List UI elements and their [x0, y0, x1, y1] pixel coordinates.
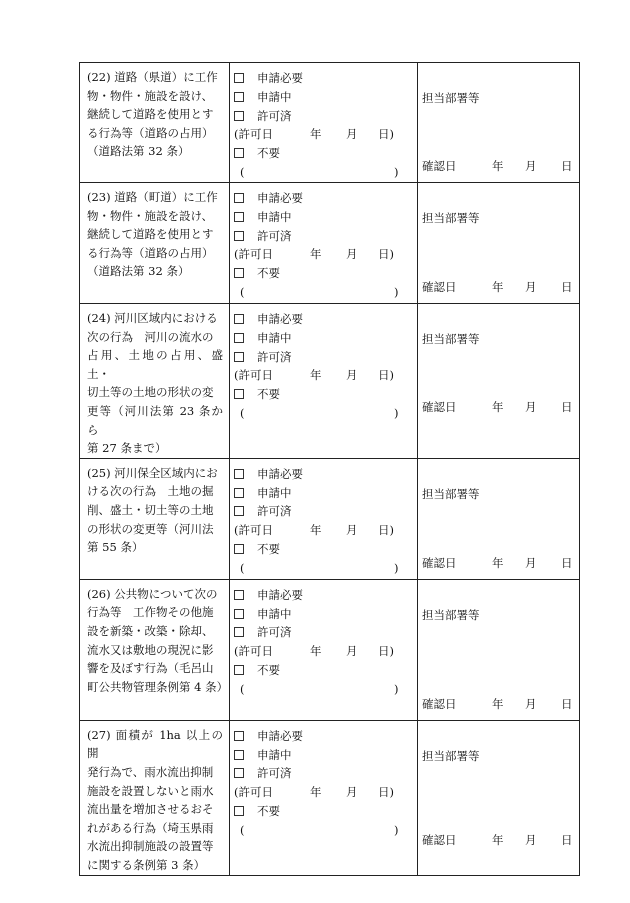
law-text-line: 次の行為 河川の流水の: [87, 329, 214, 344]
status-cell: [230, 458, 418, 579]
checkbox-icon[interactable]: [234, 73, 244, 83]
law-text-line: に関する条例第 3 条）: [87, 857, 206, 872]
checkbox-icon[interactable]: [234, 544, 244, 554]
law-text-line: 流水又は敷地の現況に影: [87, 642, 214, 657]
law-text-line: 継続して道路を使用とす: [87, 227, 214, 242]
note-field[interactable]: ( ): [240, 822, 399, 837]
option-applying[interactable]: 申請中: [234, 605, 417, 624]
option-apply-needed[interactable]: 申請必要: [234, 189, 417, 208]
checkbox-icon[interactable]: [234, 389, 244, 399]
law-text-line: (27) 面積が 1ha 以上の開: [87, 727, 223, 761]
confirm-date: 確認日 年 月 日: [422, 696, 573, 711]
option-approved[interactable]: 許可済: [234, 227, 417, 246]
permit-table: [79, 62, 580, 876]
checkbox-icon[interactable]: [234, 193, 244, 203]
law-text-line: (24) 河川区域内における: [87, 311, 218, 325]
law-text-line: 響を及ぼす行為（毛呂山: [87, 661, 214, 676]
law-text-line: の形状の変更等（河川法: [87, 521, 214, 536]
law-text-line: (23) 道路（町道）に工作: [87, 190, 218, 204]
option-apply-needed[interactable]: 申請必要: [234, 586, 417, 605]
law-text-line: 削、盛土・切土等の土地: [87, 502, 214, 517]
option-not-needed[interactable]: 不要: [234, 264, 417, 283]
option-applying[interactable]: 申請中: [234, 746, 417, 765]
note-field[interactable]: ( ): [240, 681, 399, 696]
checkbox-icon[interactable]: [234, 352, 244, 362]
law-cell: [80, 183, 230, 304]
option-applying[interactable]: 申請中: [234, 484, 417, 503]
status-cell: [230, 720, 418, 875]
option-not-needed[interactable]: 不要: [234, 661, 417, 680]
law-text-line: 水流出抑制施設の設置等: [87, 839, 214, 854]
law-text-line: 行為等 工作物その他施: [87, 605, 214, 620]
law-text-line: 更等（河川法第 23 条から: [87, 403, 223, 437]
law-text-line: 切土等の土地の形状の変: [87, 385, 214, 400]
status-cell: [230, 579, 418, 720]
table-row: [80, 579, 580, 720]
option-apply-needed[interactable]: 申請必要: [234, 465, 417, 484]
law-text-line: 物・物件・施設を設け、: [87, 208, 214, 223]
law-text-line: (25) 河川保全区域内にお: [87, 465, 218, 480]
option-approved[interactable]: 許可済: [234, 348, 417, 367]
option-apply-needed[interactable]: 申請必要: [234, 727, 417, 746]
law-text-line: 継続して道路を使用とす: [87, 107, 214, 122]
checkbox-icon[interactable]: [234, 665, 244, 675]
status-cell: [230, 304, 418, 459]
law-cell: [80, 304, 230, 459]
law-text-line: （道路法第 32 条）: [87, 264, 190, 279]
dept-cell: [418, 63, 580, 183]
law-text-line: (26) 公共物について次の: [87, 586, 218, 601]
note-field[interactable]: ( ): [240, 405, 399, 420]
checkbox-icon[interactable]: [234, 506, 244, 516]
option-not-needed[interactable]: 不要: [234, 144, 417, 163]
table-row: [80, 458, 580, 579]
checkbox-icon[interactable]: [234, 609, 244, 619]
option-not-needed[interactable]: 不要: [234, 385, 417, 404]
law-text-line: 第 55 条）: [87, 540, 144, 555]
law-cell: [80, 63, 230, 183]
dept-label: 担当部署等: [422, 748, 480, 763]
checkbox-icon[interactable]: [234, 750, 244, 760]
option-not-needed[interactable]: 不要: [234, 540, 417, 559]
checkbox-icon[interactable]: [234, 111, 244, 121]
dept-label: 担当部署等: [422, 91, 480, 105]
law-cell: [80, 720, 230, 875]
law-text-line: (22) 道路（県道）に工作: [87, 70, 218, 84]
table-row: [80, 304, 580, 459]
confirm-date: 確認日 年 月 日: [422, 555, 573, 570]
law-text-line: 設を新築・改築・除却、: [87, 623, 214, 638]
permit-date: (許可日 年 月 日): [234, 127, 394, 142]
status-cell: [230, 183, 418, 304]
checkbox-icon[interactable]: [234, 314, 244, 324]
law-text-line: る行為等（道路の占用）: [87, 245, 214, 260]
checkbox-icon[interactable]: [234, 488, 244, 498]
law-text-line: 流出量を増加させるおそ: [87, 802, 214, 817]
checkbox-icon[interactable]: [234, 768, 244, 778]
checkbox-icon[interactable]: [234, 148, 244, 158]
law-cell: [80, 579, 230, 720]
option-apply-needed[interactable]: 申請必要: [234, 310, 417, 329]
law-text-line: 第 27 条まで）: [87, 441, 167, 456]
dept-label: 担当部署等: [422, 607, 480, 622]
confirm-date: 確認日 年 月 日: [422, 159, 573, 173]
permit-date: (許可日 年 月 日): [234, 523, 394, 538]
note-field[interactable]: ( ): [240, 560, 399, 575]
law-text-line: る行為等（道路の占用）: [87, 125, 214, 140]
law-text-line: 物・物件・施設を設け、: [87, 88, 214, 103]
dept-cell: [418, 579, 580, 720]
option-apply-needed[interactable]: 申請必要: [234, 69, 417, 88]
law-text-line: （道路法第 32 条）: [87, 144, 190, 159]
table-row: [80, 720, 580, 875]
checkbox-icon[interactable]: [234, 333, 244, 343]
dept-label: 担当部署等: [422, 332, 480, 346]
law-text-line: 施設を設置しないと雨水: [87, 783, 214, 798]
checkbox-icon[interactable]: [234, 231, 244, 241]
confirm-date: 確認日 年 月 日: [422, 280, 573, 294]
dept-cell: [418, 458, 580, 579]
law-text-line: 発行為で、雨水流出抑制: [87, 764, 214, 779]
law-text-line: れがある行為（埼玉県雨: [87, 820, 214, 835]
option-approved[interactable]: 許可済: [234, 502, 417, 521]
permit-date: (許可日 年 月 日): [234, 644, 394, 659]
dept-cell: [418, 183, 580, 304]
dept-cell: [418, 304, 580, 459]
option-approved[interactable]: 許可済: [234, 623, 417, 642]
checkbox-icon[interactable]: [234, 590, 244, 600]
note-field[interactable]: ( ): [240, 164, 399, 179]
checkbox-icon[interactable]: [234, 806, 244, 816]
table-row: [80, 183, 580, 304]
option-not-needed[interactable]: 不要: [234, 802, 417, 821]
table-row: [80, 63, 580, 183]
dept-cell: [418, 720, 580, 875]
option-approved[interactable]: 許可済: [234, 107, 417, 126]
option-applying[interactable]: 申請中: [234, 329, 417, 348]
confirm-date: 確認日 年 月 日: [422, 400, 573, 414]
checkbox-icon[interactable]: [234, 268, 244, 278]
dept-label: 担当部署等: [422, 486, 480, 501]
law-cell: [80, 458, 230, 579]
checkbox-icon[interactable]: [234, 212, 244, 222]
option-applying[interactable]: 申請中: [234, 88, 417, 107]
permit-date: (許可日 年 月 日): [234, 368, 394, 383]
option-applying[interactable]: 申請中: [234, 208, 417, 227]
dept-label: 担当部署等: [422, 211, 480, 225]
checkbox-icon[interactable]: [234, 469, 244, 479]
law-text-line: 町公共物管理条例第 4 条）: [87, 679, 229, 694]
option-approved[interactable]: 許可済: [234, 764, 417, 783]
checkbox-icon[interactable]: [234, 627, 244, 637]
confirm-date: 確認日 年 月 日: [422, 832, 573, 847]
checkbox-icon[interactable]: [234, 731, 244, 741]
status-cell: [230, 63, 418, 183]
law-text-line: ける次の行為 土地の掘: [87, 484, 214, 499]
note-field[interactable]: ( ): [240, 284, 399, 299]
law-text-line: 占用、土地の占用、盛土・: [87, 348, 223, 381]
permit-date: (許可日 年 月 日): [234, 785, 394, 800]
permit-date: (許可日 年 月 日): [234, 247, 394, 262]
checkbox-icon[interactable]: [234, 92, 244, 102]
